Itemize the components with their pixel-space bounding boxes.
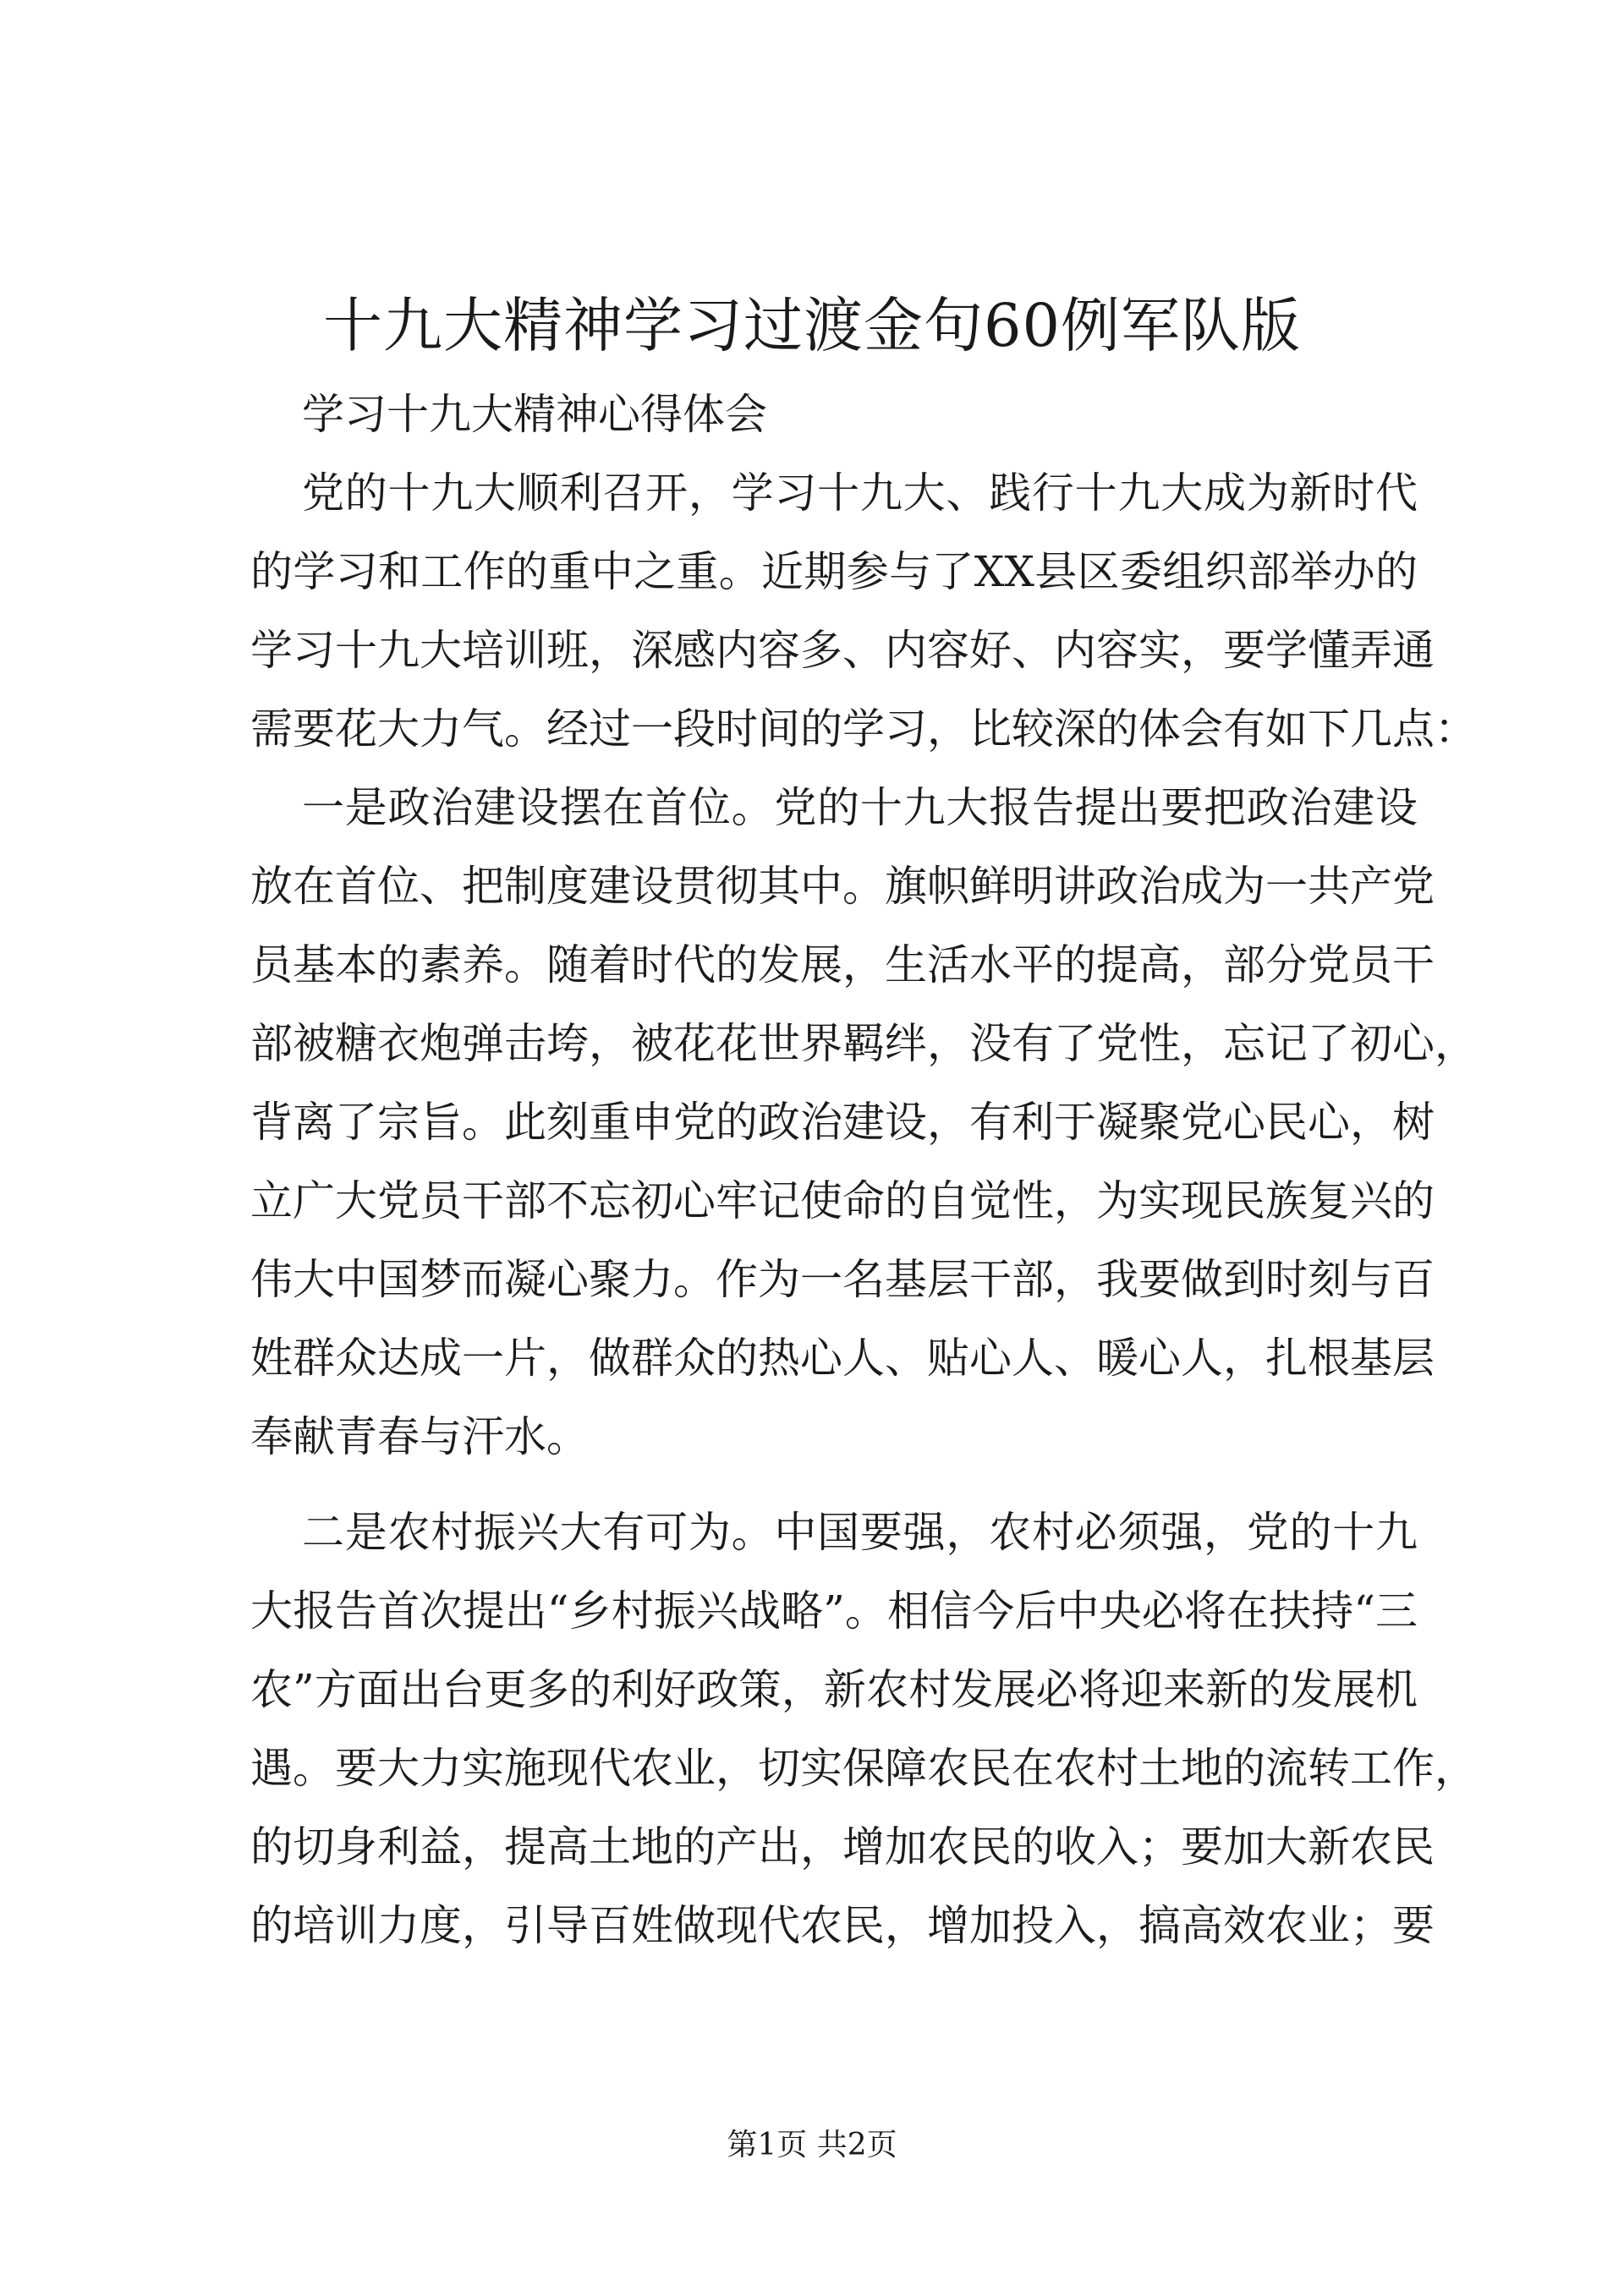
paragraph-line: 奉献青春与汗水。 bbox=[250, 1412, 589, 1461]
paragraph-line: 党的十九大顺利召开，学习十九大、践行十九大成为新时代 bbox=[302, 469, 1418, 518]
paragraph-line: 姓群众达成一片，做群众的热心人、贴心人、暖心人，扎根基层 bbox=[250, 1334, 1435, 1383]
document-body bbox=[250, 375, 1477, 1965]
paragraph-line: 的切身利益，提高土地的产出，增加农民的收入；要加大新农民 bbox=[250, 1822, 1435, 1871]
paragraph-3 bbox=[250, 1493, 1477, 1965]
paragraph-line: 立广大党员干部不忘初心牢记使命的自觉性，为实现民族复兴的 bbox=[250, 1176, 1435, 1225]
paragraph-line: 放在首位、把制度建设贯彻其中。旗帜鲜明讲政治成为一共产党 bbox=[250, 862, 1435, 911]
paragraph-gap bbox=[250, 1477, 1418, 1493]
page-title: 十九大精神学习过渡金句60例军队版 bbox=[322, 291, 1302, 360]
paragraph-line: 部被糖衣炮弹击垮，被花花世界羁绊，没有了党性，忘记了初心， bbox=[250, 1019, 1477, 1068]
paragraph-line: 伟大中国梦而凝心聚力。作为一名基层干部，我要做到时刻与百 bbox=[250, 1255, 1435, 1304]
page-footer: 第1页 共2页 bbox=[727, 2128, 897, 2162]
paragraph-line: 大报告首次提出“乡村振兴战略”。相信今后中央必将在扶持“三 bbox=[250, 1586, 1418, 1636]
paragraph-line: 农”方面出台更多的利好政策，新农村发展必将迎来新的发展机 bbox=[250, 1665, 1418, 1714]
subtitle bbox=[250, 375, 1418, 454]
paragraph-line: 二是农村振兴大有可为。中国要强，农村必须强，党的十九 bbox=[302, 1508, 1418, 1557]
paragraph-line: 一是政治建设摆在首位。党的十九大报告提出要把政治建设 bbox=[302, 783, 1418, 832]
subtitle-text: 学习十九大精神心得体会 bbox=[302, 390, 767, 439]
paragraph-line: 需要花大力气。经过一段时间的学习，比较深的体会有如下几点： bbox=[250, 704, 1477, 753]
paragraph-line: 的培训力度，引导百姓做现代农民，增加投入，搞高效农业；要 bbox=[250, 1901, 1435, 1950]
paragraph-line: 的学习和工作的重中之重。近期参与了XX县区委组织部举办的 bbox=[250, 547, 1418, 596]
paragraph-2 bbox=[250, 769, 1477, 1477]
paragraph-1 bbox=[250, 454, 1477, 769]
paragraph-line: 学习十九大培训班，深感内容多、内容好、内容实，要学懂弄通 bbox=[250, 626, 1435, 675]
paragraph-line: 背离了宗旨。此刻重申党的政治建设，有利于凝聚党心民心，树 bbox=[250, 1098, 1435, 1147]
paragraph-line: 员基本的素养。随着时代的发展，生活水平的提高，部分党员干 bbox=[250, 940, 1435, 989]
paragraph-line: 遇。要大力实施现代农业，切实保障农民在农村土地的流转工作， bbox=[250, 1744, 1477, 1793]
